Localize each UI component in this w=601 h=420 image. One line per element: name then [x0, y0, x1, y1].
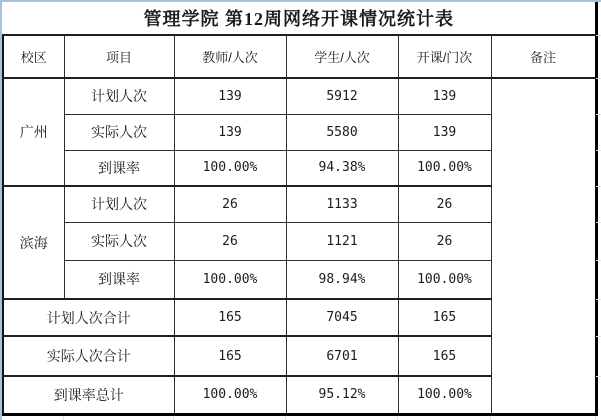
value-cell: 94.38% — [286, 150, 398, 186]
item-cell: 实际人次 — [64, 222, 174, 260]
total-label-cell: 计划人次合计 — [3, 299, 174, 336]
header-student-count: 学生/人次 — [286, 35, 398, 78]
gridline — [595, 416, 596, 420]
value-cell: 165 — [398, 299, 491, 336]
gridline — [596, 222, 601, 223]
item-cell: 实际人次 — [64, 114, 174, 150]
campus-cell-guangzhou: 广州 — [3, 78, 64, 186]
course-statistics-table — [2, 2, 598, 416]
gridline — [173, 416, 174, 420]
gridline — [490, 416, 491, 420]
value-cell: 100.00% — [398, 150, 491, 186]
gridline — [596, 35, 601, 36]
gridline — [596, 186, 601, 187]
gridline — [596, 260, 601, 261]
item-cell: 计划人次 — [64, 186, 174, 222]
item-cell: 到课率 — [64, 260, 174, 299]
gridline — [63, 416, 64, 420]
value-cell: 1121 — [286, 222, 398, 260]
value-cell: 95.12% — [286, 376, 398, 414]
value-cell: 139 — [174, 114, 286, 150]
value-cell: 139 — [174, 78, 286, 114]
value-cell: 98.94% — [286, 260, 398, 299]
value-cell: 5912 — [286, 78, 398, 114]
header-teacher-count: 教师/人次 — [174, 35, 286, 78]
value-cell: 26 — [174, 222, 286, 260]
value-cell: 26 — [174, 186, 286, 222]
value-cell: 6701 — [286, 336, 398, 376]
gridline — [285, 416, 286, 420]
remark-cell — [491, 78, 596, 414]
campus-cell-binhai: 滨海 — [3, 186, 64, 299]
value-cell: 100.00% — [174, 260, 286, 299]
value-cell: 100.00% — [174, 376, 286, 414]
value-cell: 165 — [174, 299, 286, 336]
gridline — [596, 336, 601, 337]
gridline — [596, 299, 601, 300]
gridline — [397, 416, 398, 420]
header-item: 项目 — [64, 35, 174, 78]
value-cell: 26 — [398, 222, 491, 260]
item-cell: 到课率 — [64, 150, 174, 186]
value-cell: 100.00% — [398, 376, 491, 414]
value-cell: 165 — [174, 336, 286, 376]
value-cell: 139 — [398, 78, 491, 114]
value-cell: 7045 — [286, 299, 398, 336]
header-course-count: 开课/门次 — [398, 35, 491, 78]
value-cell: 139 — [398, 114, 491, 150]
page-title: 管理学院 第12周网络开课情况统计表 — [3, 2, 596, 35]
value-cell: 5580 — [286, 114, 398, 150]
header-campus: 校区 — [3, 35, 64, 78]
item-cell: 计划人次 — [64, 78, 174, 114]
gridline — [596, 150, 601, 151]
gridline — [596, 376, 601, 377]
total-label-cell: 到课率总计 — [3, 376, 174, 414]
value-cell: 100.00% — [174, 150, 286, 186]
value-cell: 100.00% — [398, 260, 491, 299]
value-cell: 165 — [398, 336, 491, 376]
gridline — [596, 78, 601, 79]
gridline — [596, 114, 601, 115]
value-cell: 26 — [398, 186, 491, 222]
total-label-cell: 实际人次合计 — [3, 336, 174, 376]
header-remark: 备注 — [491, 35, 596, 78]
value-cell: 1133 — [286, 186, 398, 222]
